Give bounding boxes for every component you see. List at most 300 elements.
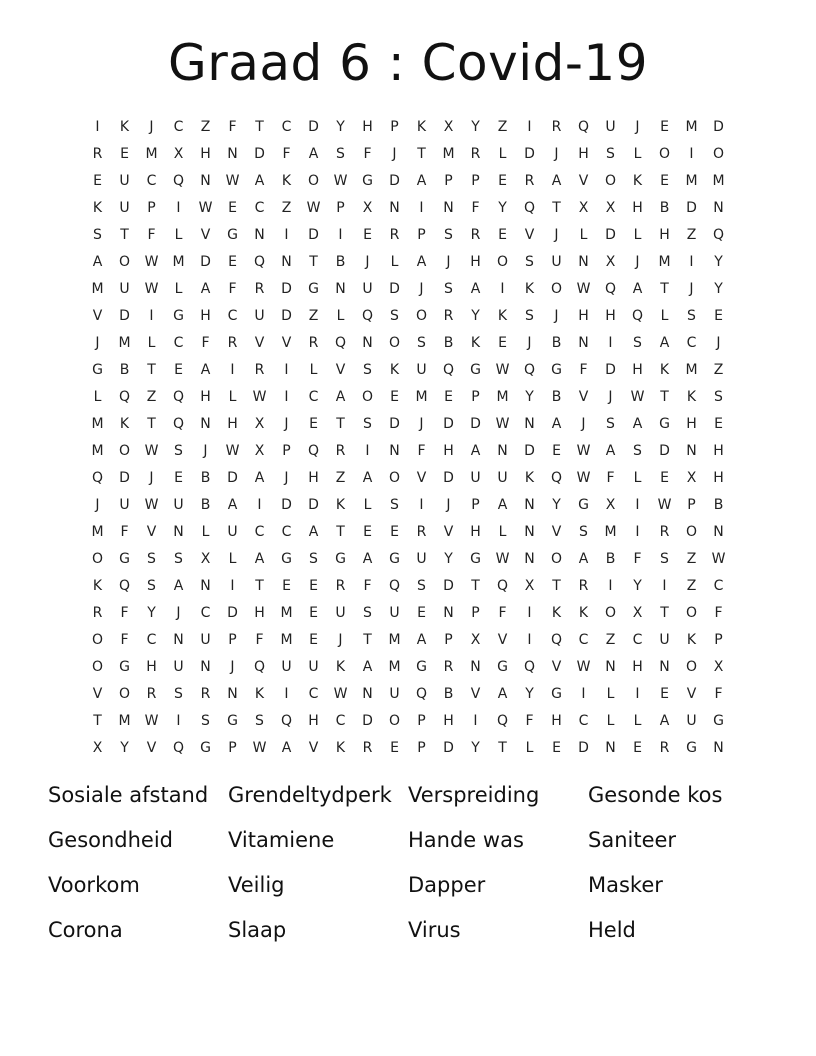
grid-letter: P — [417, 712, 426, 729]
grid-letter: Q — [118, 388, 131, 405]
grid-letter: W — [333, 172, 348, 189]
grid-letter: N — [605, 658, 616, 675]
grid-letter: J — [581, 415, 586, 432]
grid-letter: N — [362, 685, 373, 702]
grid-row — [84, 356, 732, 383]
grid-letter: V — [551, 658, 562, 675]
grid-letter: N — [524, 496, 535, 513]
grid-letter: N — [659, 658, 670, 675]
grid-letter: E — [174, 469, 183, 486]
grid-letter: U — [389, 685, 400, 702]
grid-letter: E — [660, 685, 669, 702]
grid-letter: M — [712, 172, 725, 189]
grid-letter: K — [470, 334, 481, 351]
grid-letter: E — [309, 604, 318, 621]
grid-letter: F — [228, 280, 237, 297]
grid-letter: T — [120, 226, 129, 243]
grid-letter: G — [470, 550, 481, 567]
grid-letter: D — [281, 307, 292, 324]
grid-letter: I — [581, 685, 586, 702]
grid-letter: R — [443, 307, 454, 324]
grid-letter: R — [524, 172, 535, 189]
grid-letter: N — [254, 226, 265, 243]
grid-letter: A — [605, 442, 616, 459]
grid-letter: L — [633, 145, 642, 162]
grid-row — [84, 302, 732, 329]
grid-letter: H — [713, 442, 724, 459]
grid-letter: Q — [631, 307, 644, 324]
grid-letter: G — [497, 658, 508, 675]
grid-letter: W — [144, 253, 159, 270]
grid-letter: O — [91, 550, 104, 567]
word-list-item: Corona — [48, 918, 123, 942]
grid-letter: N — [200, 658, 211, 675]
grid-letter: R — [470, 226, 481, 243]
grid-letter: L — [525, 739, 534, 756]
grid-letter: J — [635, 118, 640, 135]
grid-letter: Q — [523, 199, 536, 216]
grid-letter: E — [228, 253, 237, 270]
grid-letter: X — [686, 469, 697, 486]
grid-letter: E — [120, 145, 129, 162]
grid-letter: Z — [686, 226, 697, 243]
grid-letter: Q — [91, 469, 104, 486]
grid-letter: R — [200, 685, 211, 702]
grid-letter: I — [635, 496, 640, 513]
grid-letter: D — [470, 415, 481, 432]
grid-letter: E — [444, 388, 453, 405]
word-list-item: Sosiale afstand — [48, 783, 209, 807]
grid-letter: A — [308, 145, 319, 162]
grid-letter: M — [685, 361, 698, 378]
grid-letter: E — [282, 577, 291, 594]
grid-letter: Q — [550, 631, 563, 648]
grid-letter: Y — [147, 604, 156, 621]
grid-letter: H — [578, 145, 589, 162]
grid-letter: N — [686, 442, 697, 459]
grid-letter: I — [284, 361, 289, 378]
grid-letter: U — [119, 280, 130, 297]
grid-letter: K — [524, 469, 535, 486]
grid-letter: I — [635, 685, 640, 702]
grid-letter: H — [146, 658, 157, 675]
grid-letter: Z — [281, 199, 292, 216]
grid-letter: N — [497, 442, 508, 459]
grid-letter: O — [91, 658, 104, 675]
grid-letter: A — [200, 280, 211, 297]
grid-letter: G — [362, 172, 373, 189]
grid-letter: A — [551, 415, 562, 432]
word-list-item: Held — [588, 918, 636, 942]
grid-letter: F — [633, 550, 642, 567]
grid-letter: S — [390, 496, 399, 513]
grid-letter: V — [281, 334, 292, 351]
grid-letter: Q — [577, 118, 590, 135]
grid-letter: J — [419, 280, 424, 297]
grid-letter: N — [443, 199, 454, 216]
grid-letter: T — [660, 604, 669, 621]
grid-letter: L — [498, 145, 507, 162]
grid-letter: Z — [200, 118, 211, 135]
grid-letter: B — [551, 334, 562, 351]
grid-letter: U — [605, 118, 616, 135]
grid-letter: E — [309, 415, 318, 432]
grid-letter: I — [95, 118, 100, 135]
grid-letter: X — [605, 199, 616, 216]
grid-letter: F — [120, 523, 129, 540]
grid-letter: K — [632, 172, 643, 189]
grid-letter: F — [606, 469, 615, 486]
grid-letter: V — [497, 631, 508, 648]
grid-letter: I — [176, 199, 181, 216]
grid-letter: T — [93, 712, 102, 729]
grid-letter: R — [578, 577, 589, 594]
grid-letter: O — [604, 172, 617, 189]
grid-letter: G — [551, 361, 562, 378]
grid-letter: X — [173, 145, 184, 162]
grid-letter: A — [551, 172, 562, 189]
word-list-item: Dapper — [408, 873, 486, 897]
grid-letter: L — [228, 388, 237, 405]
grid-letter: X — [578, 199, 589, 216]
grid-letter: W — [198, 199, 213, 216]
grid-letter: V — [551, 523, 562, 540]
word-list-item: Slaap — [228, 918, 287, 942]
grid-letter: V — [308, 739, 319, 756]
grid-letter: W — [576, 469, 591, 486]
grid-row — [84, 518, 732, 545]
grid-letter: R — [254, 361, 265, 378]
grid-letter: E — [660, 469, 669, 486]
grid-letter: F — [525, 712, 534, 729]
grid-letter: U — [497, 469, 508, 486]
grid-letter: H — [443, 442, 454, 459]
grid-letter: D — [578, 739, 589, 756]
grid-letter: D — [605, 361, 616, 378]
grid-letter: K — [497, 307, 508, 324]
grid-letter: C — [632, 631, 643, 648]
grid-letter: T — [498, 739, 507, 756]
grid-letter: A — [362, 658, 373, 675]
grid-letter: I — [419, 496, 424, 513]
grid-row — [84, 410, 732, 437]
grid-letter: E — [228, 199, 237, 216]
grid-letter: E — [633, 739, 642, 756]
grid-letter: U — [173, 496, 184, 513]
grid-letter: R — [92, 604, 103, 621]
grid-letter: O — [361, 388, 374, 405]
grid-letter: Y — [498, 199, 507, 216]
grid-letter: E — [552, 739, 561, 756]
word-list-item: Veilig — [228, 873, 285, 897]
grid-letter: S — [444, 226, 453, 243]
grid-letter: N — [389, 199, 400, 216]
grid-letter: L — [174, 226, 183, 243]
grid-letter: Q — [172, 415, 185, 432]
grid-letter: A — [416, 172, 427, 189]
grid-letter: E — [660, 118, 669, 135]
grid-letter: X — [92, 739, 103, 756]
grid-letter: V — [254, 334, 265, 351]
word-list-item: Gesonde kos — [588, 783, 723, 807]
grid-letter: S — [336, 145, 345, 162]
grid-letter: L — [579, 226, 588, 243]
grid-letter: B — [659, 199, 670, 216]
grid-letter: H — [362, 118, 373, 135]
grid-letter: X — [605, 496, 616, 513]
grid-letter: D — [443, 577, 454, 594]
grid-letter: G — [335, 550, 346, 567]
grid-letter: G — [227, 712, 238, 729]
grid-letter: H — [200, 388, 211, 405]
word-list-item: Voorkom — [48, 873, 140, 897]
grid-letter: E — [660, 172, 669, 189]
grid-letter: G — [308, 280, 319, 297]
grid-letter: K — [119, 118, 130, 135]
grid-letter: Z — [686, 577, 697, 594]
grid-letter: N — [524, 415, 535, 432]
grid-letter: G — [389, 550, 400, 567]
grid-letter: D — [227, 604, 238, 621]
grid-letter: E — [498, 172, 507, 189]
grid-letter: J — [392, 145, 397, 162]
grid-letter: N — [200, 577, 211, 594]
grid-letter: W — [306, 199, 321, 216]
grid-letter: S — [147, 577, 156, 594]
grid-letter: W — [630, 388, 645, 405]
grid-letter: V — [686, 685, 697, 702]
grid-letter: W — [225, 442, 240, 459]
grid-letter: C — [227, 307, 238, 324]
grid-letter: V — [200, 226, 211, 243]
grid-letter: O — [415, 307, 428, 324]
grid-letter: R — [335, 442, 346, 459]
grid-letter: Z — [335, 469, 346, 486]
word-list-item: Grendeltydperk — [228, 783, 392, 807]
grid-letter: J — [95, 496, 100, 513]
grid-letter: S — [633, 334, 642, 351]
grid-letter: Z — [497, 118, 508, 135]
grid-letter: C — [146, 631, 157, 648]
grid-letter: D — [443, 415, 454, 432]
grid-letter: Z — [686, 550, 697, 567]
grid-letter: Z — [713, 361, 724, 378]
grid-letter: Y — [444, 550, 453, 567]
grid-letter: F — [714, 685, 723, 702]
grid-letter: E — [498, 334, 507, 351]
grid-letter: O — [307, 172, 320, 189]
grid-letter: I — [338, 226, 343, 243]
grid-letter: F — [201, 334, 210, 351]
grid-letter: H — [632, 658, 643, 675]
grid-letter: O — [388, 712, 401, 729]
grid-letter: P — [714, 631, 723, 648]
grid-letter: Z — [605, 631, 616, 648]
grid-letter: C — [578, 631, 589, 648]
grid-letter: S — [687, 307, 696, 324]
grid-letter: E — [552, 442, 561, 459]
grid-letter: G — [416, 658, 427, 675]
grid-letter: X — [362, 199, 373, 216]
grid-letter: I — [527, 604, 532, 621]
grid-letter: K — [92, 577, 103, 594]
grid-letter: E — [390, 739, 399, 756]
grid-letter: O — [496, 253, 509, 270]
grid-letter: B — [551, 388, 562, 405]
grid-letter: X — [200, 550, 211, 567]
grid-letter: N — [524, 523, 535, 540]
grid-letter: H — [227, 415, 238, 432]
grid-letter: B — [443, 685, 454, 702]
grid-letter: U — [416, 550, 427, 567]
grid-letter: D — [713, 118, 724, 135]
grid-letter: X — [254, 415, 265, 432]
grid-letter: R — [470, 145, 481, 162]
grid-letter: S — [660, 550, 669, 567]
grid-letter: F — [147, 226, 156, 243]
grid-letter: R — [92, 145, 103, 162]
grid-letter: K — [254, 685, 265, 702]
grid-letter: J — [689, 280, 694, 297]
grid-letter: U — [200, 631, 211, 648]
grid-letter: Q — [496, 712, 509, 729]
grid-letter: P — [444, 172, 453, 189]
grid-letter: W — [144, 442, 159, 459]
grid-letter: W — [252, 739, 267, 756]
grid-letter: J — [554, 226, 559, 243]
grid-letter: P — [471, 496, 480, 513]
grid-letter: I — [527, 631, 532, 648]
grid-letter: A — [335, 388, 346, 405]
grid-letter: H — [308, 712, 319, 729]
grid-letter: R — [659, 523, 670, 540]
grid-letter: G — [551, 685, 562, 702]
grid-row — [84, 491, 732, 518]
grid-letter: N — [173, 523, 184, 540]
grid-row — [84, 545, 732, 572]
grid-letter: N — [524, 550, 535, 567]
word-list-item: Gesondheid — [48, 828, 174, 852]
grid-letter: P — [147, 199, 156, 216]
grid-letter: K — [335, 739, 346, 756]
grid-letter: H — [632, 199, 643, 216]
grid-letter: Q — [550, 469, 563, 486]
grid-letter: J — [149, 469, 154, 486]
grid-letter: B — [605, 550, 616, 567]
grid-letter: T — [147, 415, 156, 432]
grid-letter: A — [416, 631, 427, 648]
grid-letter: R — [308, 334, 319, 351]
grid-letter: E — [498, 226, 507, 243]
grid-letter: A — [632, 280, 643, 297]
grid-letter: H — [254, 604, 265, 621]
grid-letter: W — [576, 442, 591, 459]
grid-letter: N — [713, 739, 724, 756]
grid-letter: U — [551, 253, 562, 270]
grid-letter: N — [578, 334, 589, 351]
word-list-item: Masker — [588, 873, 663, 897]
grid-letter: V — [443, 523, 454, 540]
grid-letter: W — [576, 658, 591, 675]
grid-letter: K — [335, 496, 346, 513]
grid-letter: L — [147, 334, 156, 351]
grid-letter: P — [417, 739, 426, 756]
grid-letter: D — [119, 469, 130, 486]
grid-letter: F — [714, 604, 723, 621]
grid-letter: E — [714, 307, 723, 324]
grid-letter: A — [200, 361, 211, 378]
grid-letter: T — [147, 361, 156, 378]
grid-letter: D — [227, 469, 238, 486]
grid-letter: I — [149, 307, 154, 324]
grid-letter: E — [390, 388, 399, 405]
grid-letter: J — [176, 604, 181, 621]
grid-letter: U — [659, 631, 670, 648]
grid-letter: S — [147, 550, 156, 567]
grid-letter: X — [443, 118, 454, 135]
grid-letter: S — [525, 253, 534, 270]
grid-letter: D — [281, 280, 292, 297]
grid-letter: O — [550, 550, 563, 567]
grid-letter: O — [685, 658, 698, 675]
grid-letter: T — [552, 199, 561, 216]
grid-row — [84, 248, 732, 275]
grid-letter: C — [281, 523, 292, 540]
grid-letter: A — [227, 496, 238, 513]
grid-letter: R — [362, 739, 373, 756]
grid-letter: B — [119, 361, 130, 378]
grid-letter: N — [173, 631, 184, 648]
grid-letter: A — [659, 334, 670, 351]
grid-letter: J — [527, 334, 532, 351]
grid-letter: G — [119, 658, 130, 675]
grid-letter: G — [173, 307, 184, 324]
grid-letter: M — [91, 442, 104, 459]
grid-letter: A — [470, 442, 481, 459]
grid-letter: L — [309, 361, 318, 378]
grid-letter: J — [554, 145, 559, 162]
grid-letter: M — [658, 253, 671, 270]
grid-letter: V — [335, 361, 346, 378]
grid-letter: H — [632, 361, 643, 378]
grid-letter: L — [93, 388, 102, 405]
grid-letter: W — [144, 496, 159, 513]
grid-letter: I — [608, 577, 613, 594]
grid-letter: U — [308, 658, 319, 675]
grid-letter: J — [95, 334, 100, 351]
grid-letter: D — [605, 226, 616, 243]
grid-letter: J — [635, 253, 640, 270]
grid-letter: O — [388, 469, 401, 486]
grid-letter: C — [254, 523, 265, 540]
grid-letter: U — [362, 280, 373, 297]
grid-letter: S — [363, 361, 372, 378]
grid-letter: A — [254, 469, 265, 486]
grid-letter: E — [714, 415, 723, 432]
grid-letter: E — [363, 523, 372, 540]
grid-letter: L — [201, 523, 210, 540]
grid-letter: D — [281, 496, 292, 513]
grid-row — [84, 653, 732, 680]
grid-letter: Q — [604, 280, 617, 297]
grid-letter: M — [280, 631, 293, 648]
grid-letter: S — [606, 145, 615, 162]
grid-letter: A — [254, 172, 265, 189]
grid-letter: K — [335, 658, 346, 675]
grid-row — [84, 464, 732, 491]
grid-letter: C — [146, 172, 157, 189]
grid-letter: D — [389, 415, 400, 432]
